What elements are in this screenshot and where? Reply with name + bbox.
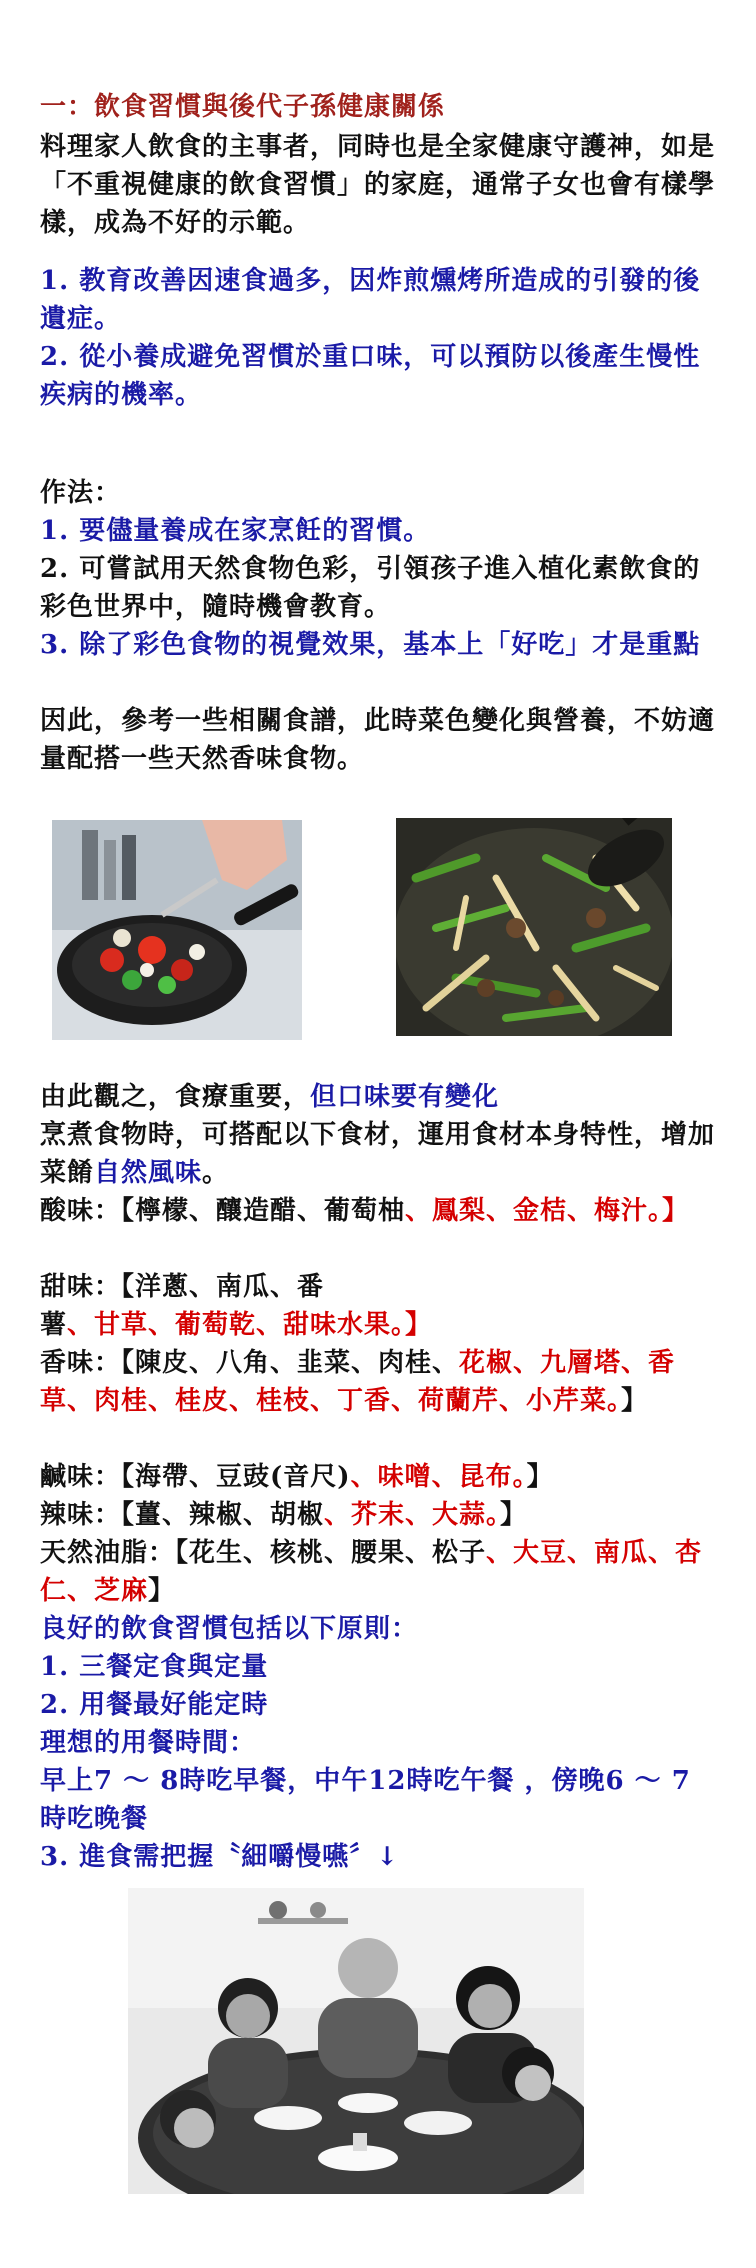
- natural-flavor-text: 自然風味: [94, 1158, 203, 1188]
- natural-oil-list: 天然油脂：【花生、核桃、腰果、松子、大豆、南瓜、杏仁、芝麻】: [40, 1538, 703, 1606]
- point-1: 1. 教育改善因速食過多，因炸煎燻烤所造成的引發的後遺症。: [40, 266, 701, 334]
- section-title: 一：飲食習慣與後代子孫健康關係: [40, 92, 446, 122]
- flavor-cooking-note: 烹煮食物時，可搭配以下食材，運用食材本身特性，增加菜餚自然風味。: [40, 1120, 716, 1188]
- stir-fried-peppers-photo: [396, 818, 672, 1036]
- habit-rule-2: 2. 用餐最好能定時: [40, 1690, 269, 1720]
- point-2: 2. 從小養成避免習慣於重口味，可以預防以後產生慢性疾病的機率。: [40, 342, 701, 410]
- wok-stir-fry-photo: [52, 820, 302, 1040]
- method-note: 因此，參考一些相關食譜，此時菜色變化與營養，不妨適量配搭一些天然香味食物。: [40, 706, 716, 774]
- ideal-meal-time-label: 理想的用餐時間：: [40, 1728, 257, 1758]
- intro-paragraph: 料理家人飲食的主事者，同時也是全家健康守護神，如是「不重視健康的飲食習慣」的家庭，通常子女也會有樣學樣，成為不好的示範。: [40, 132, 716, 238]
- meal-times: 早上7 ～ 8時吃早餐，中午12時吃午餐 ，傍晚6 ～ 7時吃晚餐: [40, 1766, 691, 1834]
- salty-flavor-list: 鹹味：【海帶、豆豉(音尺)、味噌、昆布。】: [40, 1462, 554, 1492]
- family-dinner-photo: [128, 1888, 584, 2194]
- habit-rule-3: 3. 進食需把握〝細嚼慢嚥〞↓: [40, 1842, 399, 1872]
- sweet-flavor-list: 甜味：【洋蔥、南瓜、番薯、甘草、葡萄乾、甜味水果。】: [40, 1272, 433, 1340]
- habit-rule-1: 1. 三餐定食與定量: [40, 1652, 269, 1682]
- method-item-2: 2. 可嘗試用天然食物色彩，引領孩子進入植化素飲食的彩色世界中，隨時機會教育。: [40, 554, 701, 622]
- sour-flavor-list: 酸味：【檸檬、釀造醋、葡萄柚、鳳梨、金桔、梅汁。】: [40, 1196, 690, 1226]
- flavor-intro-emphasis: 但口味要有變化: [310, 1082, 500, 1112]
- method-item-3: 3. 除了彩色食物的視覺效果，基本上「好吃」才是重點: [40, 630, 701, 660]
- flavor-intro: 由此觀之，食療重要，但口味要有變化: [40, 1082, 500, 1112]
- habits-heading: 良好的飲食習慣包括以下原則：: [40, 1614, 419, 1644]
- spicy-flavor-list: 辣味：【薑、辣椒、胡椒、芥末、大蒜。】: [40, 1500, 528, 1530]
- aroma-flavor-list: 香味：【陳皮、八角、韭菜、肉桂、花椒、九層塔、香草、肉桂、桂皮、桂枝、丁香、荷蘭芹、小芹菜。】: [40, 1348, 676, 1416]
- method-heading: 作法：: [40, 478, 122, 508]
- method-item-1: 1. 要儘量養成在家烹飪的習慣。: [40, 516, 431, 546]
